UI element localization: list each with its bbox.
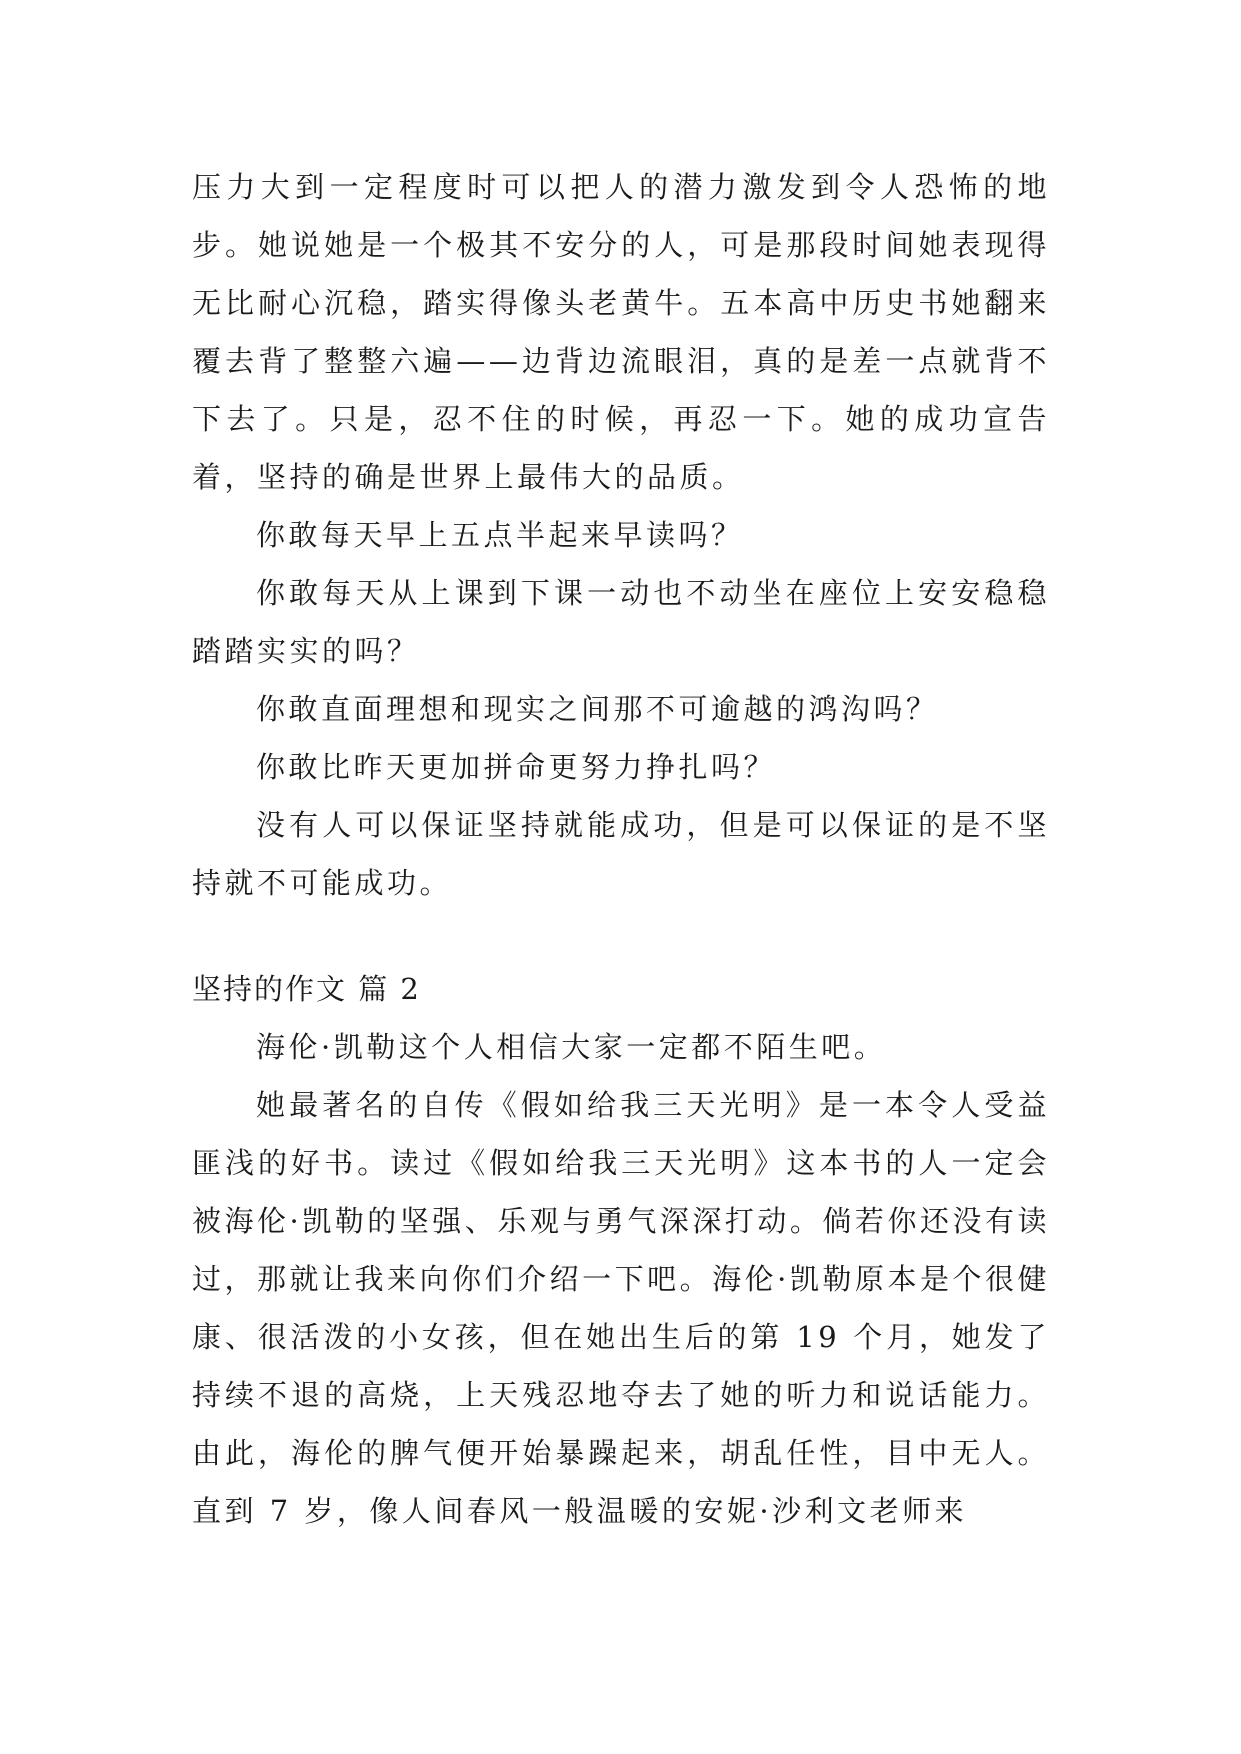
- paragraph-pressure-potential: 压力大到一定程度时可以把人的潜力激发到令人恐怖的地步。她说她是一个极其不安分的人，可是那段时间她表现得无比耐心沉稳，踏实得像头老黄牛。五本高中历史书她翻来覆去背了整整六遍——边背边流眼泪，真的是差一点就背不下去了。只是，忍不住的时候，再忍一下。她的成功宣告着，坚持的确是世界上最伟大的品质。: [192, 170, 1050, 494]
- essay-section-1: [192, 158, 1050, 912]
- paragraph-question-morning: 你敢每天早上五点半起来早读吗？: [256, 518, 744, 552]
- paragraph-question-ideal: 你敢直面理想和现实之间那不可逾越的鸿沟吗？: [256, 692, 939, 726]
- paragraph-helen-story: 她最著名的自传《假如给我三天光明》是一本令人受益匪浅的好书。读过《假如给我三天光明》这本书的人一定会被海伦·凯勒的坚强、乐观与勇气深深打动。倘若你还没有读过，那就让我来向你们介绍一下吧。海伦·凯勒原本是个很健康、很活泼的小女孩，但在她出生后的第 19 个月，她发了持续不退的高烧，上天残忍地夺去了她的听力和说话能力。由此，海伦的脾气便开始暴躁起来，胡乱任性，目中无人。直到 7 岁，像人间春风一般温暖的安妮·沙利文老师来: [192, 1088, 1050, 1528]
- essay-section-2: [192, 960, 1050, 1540]
- paragraph-helen-intro: 海伦·凯勒这个人相信大家一定都不陌生吧。: [256, 1030, 887, 1064]
- paragraph-question-class: 你敢每天从上课到下课一动也不动坐在座位上安安稳稳踏踏实实的吗？: [192, 576, 1050, 668]
- section-heading: 坚持的作文 篇 2: [192, 972, 421, 1006]
- paragraph-question-effort: 你敢比昨天更加拼命更努力挣扎吗？: [256, 750, 777, 784]
- paragraph-conclusion: 没有人可以保证坚持就能成功，但是可以保证的是不坚持就不可能成功。: [192, 808, 1050, 900]
